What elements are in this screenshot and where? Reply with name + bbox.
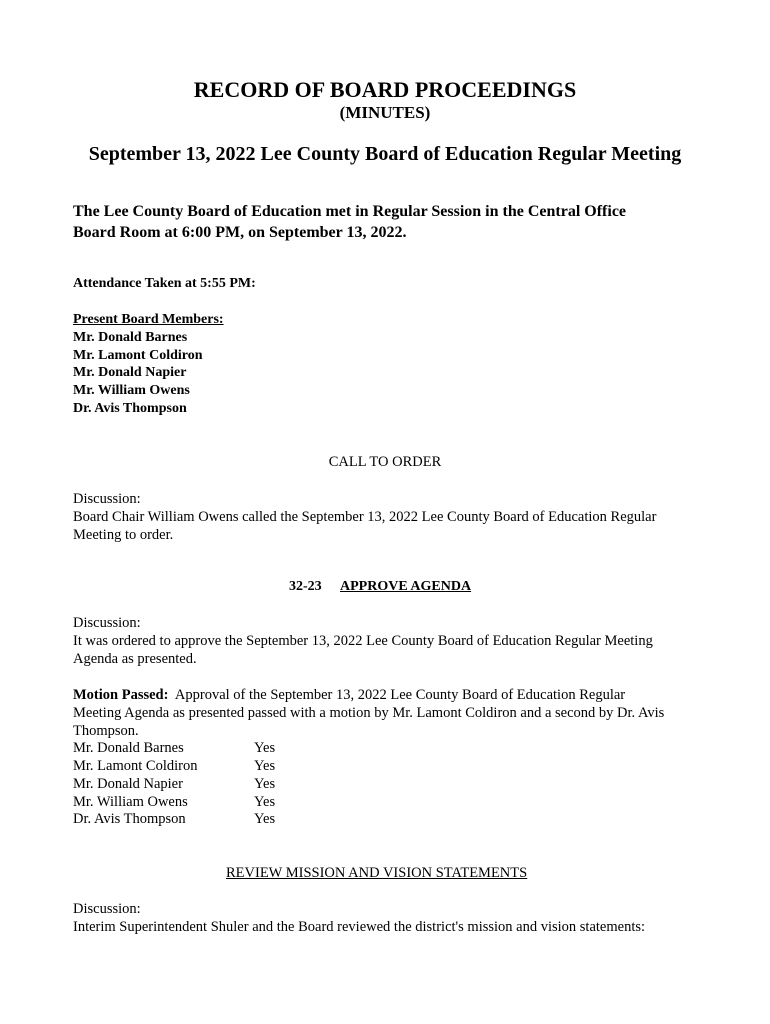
agenda-item-number: 32-23	[289, 579, 322, 594]
attendance-label: Attendance Taken at 5:55 PM:	[73, 276, 256, 291]
call-to-order-line-2: Meeting to order.	[73, 527, 174, 543]
motion-label: Motion Passed:	[73, 687, 169, 703]
discussion-label: Discussion:	[73, 615, 141, 631]
motion-line-3: Thompson.	[73, 723, 139, 739]
motion-line-1: Motion Passed: Approval of the September 13, 2022 Lee County Board of Education Regular	[73, 687, 626, 703]
vote-name: Dr. Avis Thompson	[73, 811, 186, 827]
discussion-label: Discussion:	[73, 901, 141, 917]
approve-agenda-line-2: Agenda as presented.	[73, 651, 197, 667]
vote-name: Mr. William Owens	[73, 794, 188, 810]
vote-value: Yes	[254, 794, 276, 810]
member-item: Dr. Avis Thompson	[73, 401, 187, 416]
call-to-order-line-1: Board Chair William Owens called the September 13, 2022 Lee County Board of Education Regular	[73, 509, 657, 525]
vote-value: Yes	[254, 811, 276, 827]
motion-line-2: Meeting Agenda as presented passed with a motion by Mr. Lamont Coldiron and a second by Dr. Avis	[73, 705, 665, 721]
member-item: Mr. Donald Napier	[73, 365, 187, 380]
vote-name: Mr. Donald Barnes	[73, 740, 184, 756]
mission-heading: REVIEW MISSION AND VISION STATEMENTS	[226, 865, 528, 881]
mission-line-1: Interim Superintendent Shuler and the Board reviewed the district's mission and vision statements:	[73, 919, 646, 935]
present-members-heading: Present Board Members:	[73, 312, 224, 327]
intro-line-2: Board Room at 6:00 PM, on September 13, 2022.	[73, 224, 407, 241]
document-title: RECORD OF BOARD PROCEEDINGS	[193, 77, 577, 102]
intro-line-1: The Lee County Board of Education met in Regular Session in the Central Office	[73, 203, 627, 220]
approve-agenda-heading: APPROVE AGENDA	[340, 579, 472, 594]
member-item: Mr. Donald Barnes	[73, 330, 188, 345]
meeting-title: September 13, 2022 Lee County Board of Education Regular Meeting	[88, 143, 682, 165]
vote-value: Yes	[254, 740, 276, 756]
vote-value: Yes	[254, 758, 276, 774]
approve-agenda-line-1: It was ordered to approve the September 13, 2022 Lee County Board of Education Regular Meeting	[73, 633, 653, 649]
vote-value: Yes	[254, 776, 276, 792]
vote-name: Mr. Lamont Coldiron	[73, 758, 198, 774]
member-item: Mr. William Owens	[73, 383, 190, 398]
discussion-label: Discussion:	[73, 491, 141, 507]
vote-name: Mr. Donald Napier	[73, 776, 183, 792]
document-subtitle: (MINUTES)	[339, 103, 431, 122]
member-item: Mr. Lamont Coldiron	[73, 348, 203, 363]
call-to-order-heading: CALL TO ORDER	[328, 454, 442, 470]
